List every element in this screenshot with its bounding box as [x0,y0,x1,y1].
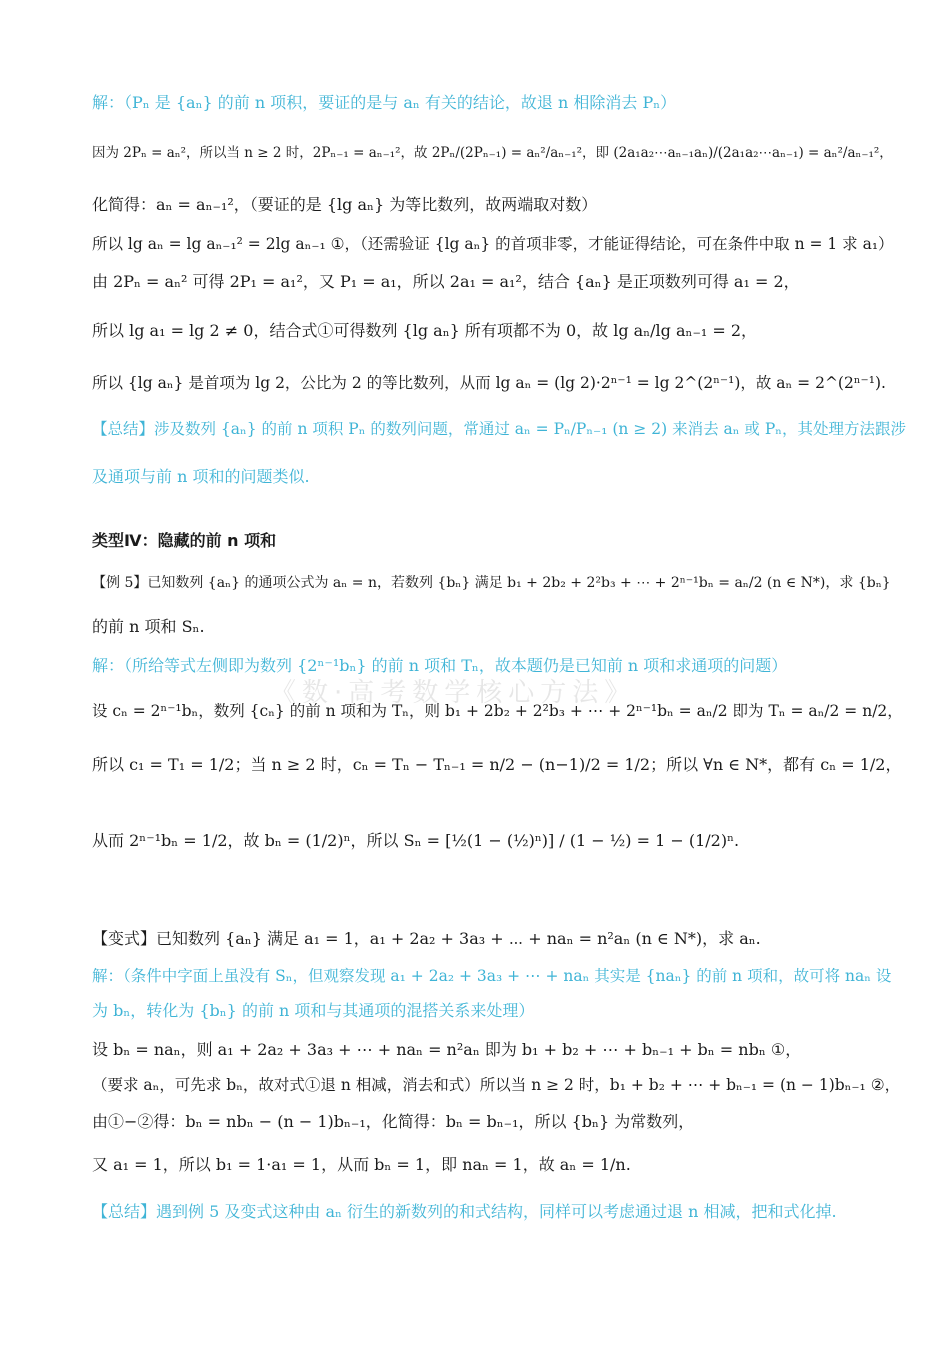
text-line: 设 cₙ = 2ⁿ⁻¹bₙ，数列 {cₙ} 的前 n 项和为 Tₙ，则 b₁ + 2b₂ + 2²b₃ + ⋯ + 2ⁿ⁻¹bₙ = aₙ/2 即为 Tₙ = aₙ/2 = n/2， [92,702,903,720]
text-line: 所以 {lg aₙ} 是首项为 lg 2，公比为 2 的等比数列，从而 lg aₙ = (lg 2)·2ⁿ⁻¹ = lg 2^(2ⁿ⁻¹)，故 aₙ = 2^(2ⁿ⁻¹). [92,374,886,392]
text-line: （要求 aₙ，可先求 bₙ，故对式①退 n 相减，消去和式）所以当 n ≥ 2 时，b₁ + b₂ + ⋯ + bₙ₋₁ = (n − 1)bₙ₋₁ ②， [92,1076,901,1094]
text-line: 因为 2Pₙ = aₙ²，所以当 n ≥ 2 时，2Pₙ₋₁ = aₙ₋₁²，故 2Pₙ/(2Pₙ₋₁) = aₙ²/aₙ₋₁²，即 (2a₁a₂⋯aₙ₋₁aₙ)/(2a₁a₂⋯aₙ₋₁) = aₙ²/aₙ₋₁²， [92,145,893,161]
text-line: 【总结】涉及数列 {aₙ} 的前 n 项积 Pₙ 的数列问题，常通过 aₙ = Pₙ/Pₙ₋₁ (n ≥ 2) 来消去 aₙ 或 Pₙ，其处理方法跟涉 [92,420,906,438]
text-line: 解：（Pₙ 是 {aₙ} 的前 n 项积，要证的是与 aₙ 有关的结论，故退 n 相除消去 Pₙ） [92,93,677,112]
text-line: 【例 5】已知数列 {aₙ} 的通项公式为 aₙ = n，若数列 {bₙ} 满足 b₁ + 2b₂ + 2²b₃ + ⋯ + 2ⁿ⁻¹bₙ = aₙ/2 (n ∈ N*)，求 {bₙ} [92,575,891,591]
text-line: 为 bₙ，转化为 {bₙ} 的前 n 项和与其通项的混搭关系来处理） [92,1001,535,1020]
text-line: 化简得：aₙ = aₙ₋₁²，（要证的是 {lg aₙ} 为等比数列，故两端取对数） [92,195,598,214]
text-line: 由①−②得：bₙ = nbₙ − (n − 1)bₙ₋₁，化简得：bₙ = bₙ₋₁，所以 {bₙ} 为常数列， [92,1112,695,1131]
text-line: 的前 n 项和 Sₙ. [92,617,205,636]
text-line: 及通项与前 n 项和的问题类似. [92,467,310,486]
text-line: 所以 lg a₁ = lg 2 ≠ 0，结合式①可得数列 {lg aₙ} 所有项都不为 0，故 lg aₙ/lg aₙ₋₁ = 2， [92,321,758,340]
text-line: 所以 c₁ = T₁ = 1/2；当 n ≥ 2 时，cₙ = Tₙ − Tₙ₋₁ = n/2 − (n−1)/2 = 1/2；所以 ∀n ∈ N*，都有 cₙ = 1/2， [92,755,902,774]
text-line: 设 bₙ = naₙ，则 a₁ + 2a₂ + 3a₃ + ⋯ + naₙ = n²aₙ 即为 b₁ + b₂ + ⋯ + bₙ₋₁ + bₙ = nbₙ ①， [92,1040,802,1059]
text-line: 解：（所给等式左侧即为数列 {2ⁿ⁻¹bₙ} 的前 n 项和 Tₙ，故本题仍是已知前 n 项和求通项的问题） [92,656,788,675]
text-line: 【变式】已知数列 {aₙ} 满足 a₁ = 1，a₁ + 2a₂ + 3a₃ + ⋯ + naₙ = n²aₙ (n ∈ N*)，求 aₙ. [92,929,761,948]
text-line: 所以 lg aₙ = lg aₙ₋₁² = 2lg aₙ₋₁ ①，（还需验证 {lg aₙ} 的首项非零，才能证得结论，可在条件中取 n = 1 求 a₁） [92,235,894,253]
text-line: 从而 2ⁿ⁻¹bₙ = 1/2，故 bₙ = (1/2)ⁿ，所以 Sₙ = [½(1 − (½)ⁿ)] / (1 − ½) = 1 − (1/2)ⁿ. [92,831,740,850]
text-line: 【总结】遇到例 5 及变式这种由 aₙ 衍生的新数列的和式结构，同样可以考虑通过退 n 相减，把和式化掉. [92,1202,837,1221]
text-line: 类型Ⅳ：隐藏的前 n 项和 [92,531,277,550]
text-line: 又 a₁ = 1，所以 b₁ = 1·a₁ = 1，从而 bₙ = 1，即 naₙ = 1，故 aₙ = 1/n. [92,1155,631,1174]
text-line: 解：（条件中字面上虽没有 Sₙ，但观察发现 a₁ + 2a₂ + 3a₃ + ⋯ + naₙ 其实是 {naₙ} 的前 n 项和，故可将 naₙ 设 [92,967,892,985]
watermark: 《数·高考数学核心方法》 [270,678,637,708]
text-line: 由 2Pₙ = aₙ² 可得 2P₁ = a₁²，又 P₁ = a₁，所以 2a₁ = a₁²，结合 {aₙ} 是正项数列可得 a₁ = 2， [92,272,800,291]
